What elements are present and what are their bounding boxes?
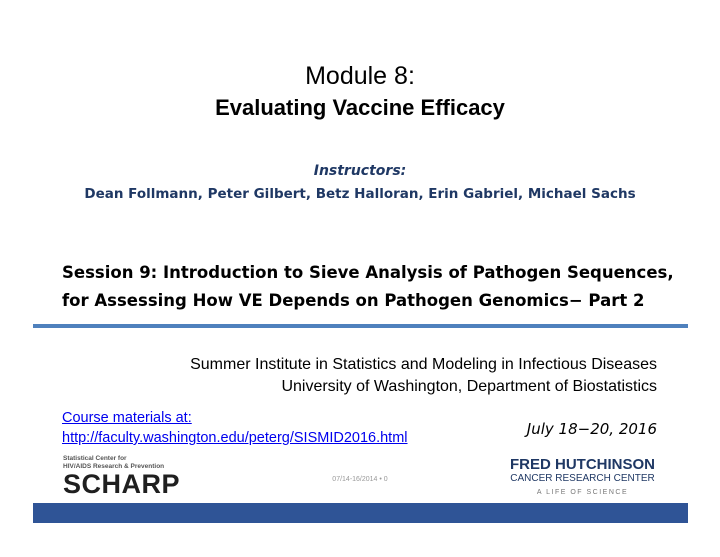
bottom-bar [33,503,688,523]
scharp-wordmark: SCHARP [63,469,181,499]
scharp-logo [63,455,198,497]
course-materials-link-label[interactable]: Course materials at: [62,410,192,426]
module-title: Module 8: [305,62,415,90]
scharp-tagline-1: Statistical Center for [63,455,127,462]
course-materials-link[interactable]: http://faculty.washington.edu/peterg/SISMID2016.html [62,430,408,446]
scharp-tagline-2: HIV/AIDS Research & Prevention [63,463,165,470]
fh-logo-tagline: A LIFE OF SCIENCE [536,489,629,496]
session-date: July 18−20, 2016 [526,420,657,438]
module-subtitle: Evaluating Vaccine Efficacy [215,95,505,120]
session-title-line-2: for Assessing How VE Depends on Pathogen Genomics− Part 2 [62,291,645,310]
instructors-names: Dean Follmann, Peter Gilbert, Betz Halloran, Erin Gabriel, Michael Sachs [84,186,636,202]
department-name: University of Washington, Department of Biostatistics [281,378,657,395]
fh-logo-line-2: CANCER RESEARCH CENTER [510,473,655,484]
institute-name: Summer Institute in Statistics and Modeling in Infectious Diseases [190,356,657,373]
fred-hutchinson-logo [505,456,660,502]
slide-footer-info: 07/14-16/2014 • 0 [332,476,388,483]
session-title-line-1: Session 9: Introduction to Sieve Analysis of Pathogen Sequences, [62,263,674,282]
fh-logo-line-1: FRED HUTCHINSON [510,456,655,473]
divider-line [33,324,688,328]
instructors-label: Instructors: [313,163,407,179]
